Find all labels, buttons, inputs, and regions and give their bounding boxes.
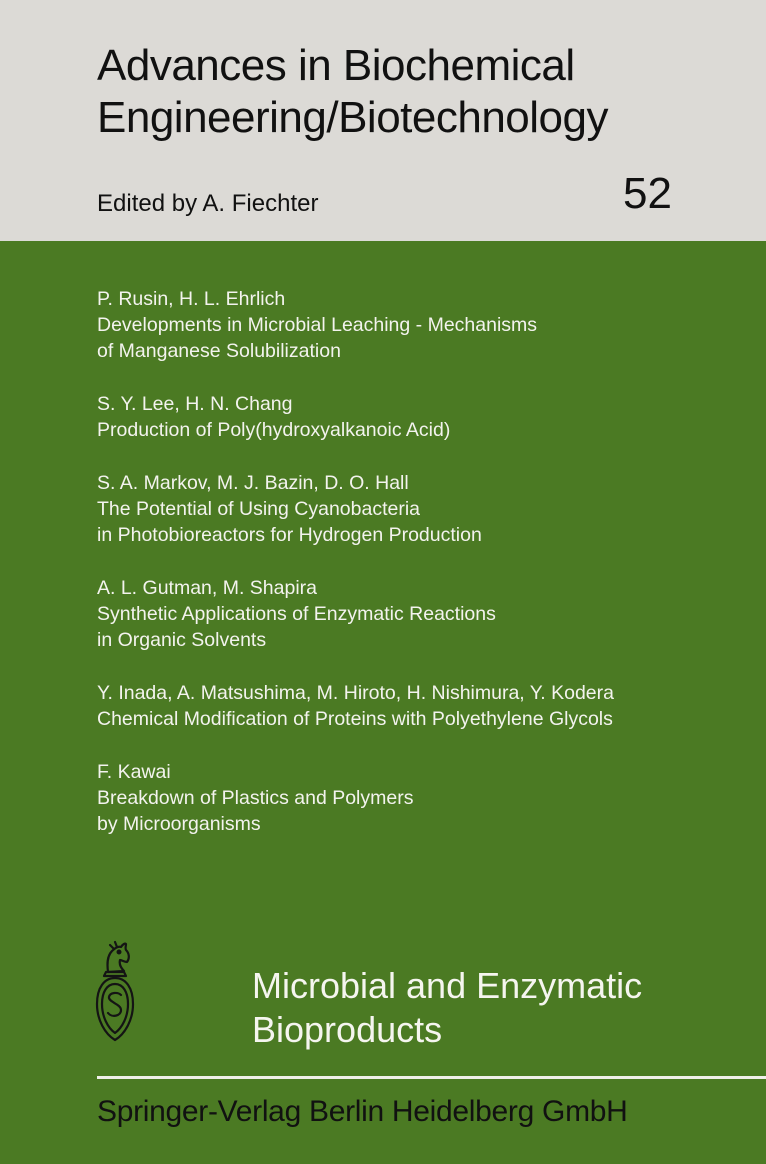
publisher-name: Springer-Verlag Berlin Heidelberg GmbH xyxy=(97,1095,628,1128)
contents-list xyxy=(97,286,737,864)
entry-title-line: Breakdown of Plastics and Polymers xyxy=(97,787,414,809)
book-title-line2: Bioproducts xyxy=(252,1009,443,1050)
entry-title-line: Synthetic Applications of Enzymatic Reactions xyxy=(97,603,496,625)
book-title-line1: Microbial and Enzymatic xyxy=(252,965,643,1006)
entry-title-line: of Manganese Solubilization xyxy=(97,340,341,362)
volume-number: 52 xyxy=(623,169,672,218)
entry-title-line: by Microorganisms xyxy=(97,813,261,835)
series-title xyxy=(97,40,608,144)
entry-title-line: The Potential of Using Cyanobacteria xyxy=(97,498,421,520)
contents-entry xyxy=(97,680,737,732)
divider-rule xyxy=(97,1076,766,1079)
contents-entry xyxy=(97,575,737,653)
entry-authors: S. Y. Lee, H. N. Chang xyxy=(97,393,293,415)
springer-knight-logo-icon xyxy=(88,938,142,1046)
contents-entry xyxy=(97,470,737,548)
entry-authors: P. Rusin, H. L. Ehrlich xyxy=(97,288,286,310)
book-title xyxy=(252,964,642,1052)
entry-title-line: Chemical Modification of Proteins with Polyethylene Glycols xyxy=(97,708,613,730)
entry-authors: S. A. Markov, M. J. Bazin, D. O. Hall xyxy=(97,472,409,494)
editor-credit: Edited by A. Fiechter xyxy=(97,190,319,217)
series-title-line2: Engineering/Biotechnology xyxy=(97,93,608,142)
entry-title-line: Production of Poly(hydroxyalkanoic Acid) xyxy=(97,419,451,441)
entry-title-line: Developments in Microbial Leaching - Mechanisms xyxy=(97,314,538,336)
entry-authors: A. L. Gutman, M. Shapira xyxy=(97,577,318,599)
contents-entry xyxy=(97,391,737,443)
entry-authors: Y. Inada, A. Matsushima, M. Hiroto, H. Nishimura, Y. Kodera xyxy=(97,682,614,704)
contents-entry xyxy=(97,759,737,837)
contents-entry xyxy=(97,286,737,364)
cover-header xyxy=(0,0,766,241)
entry-authors: F. Kawai xyxy=(97,761,171,783)
entry-title-line: in Photobioreactors for Hydrogen Production xyxy=(97,524,482,546)
series-title-line1: Advances in Biochemical xyxy=(97,41,575,90)
entry-title-line: in Organic Solvents xyxy=(97,629,267,651)
